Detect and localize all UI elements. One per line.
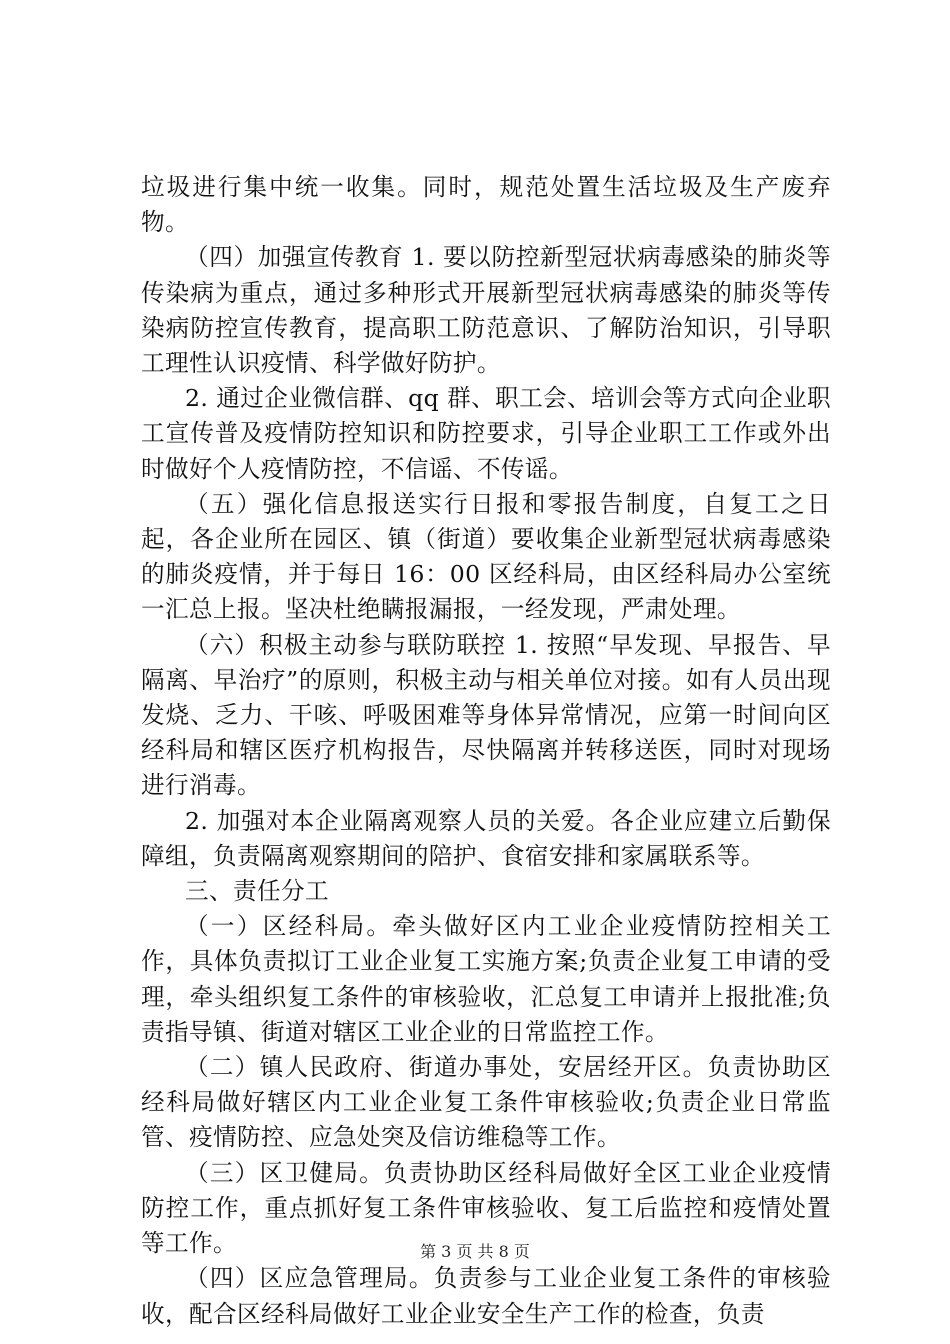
paragraph-2: （四）加强宣传教育 1. 要以防控新型冠状病毒感染的肺炎等传染病为重点，通过多种形式开展新型冠状病毒感染的肺炎等传染病防控宣传教育，提高职工防范意识、了解防治知识，引导职工理性认识疫情、科学做好防护。 bbox=[141, 243, 831, 378]
paragraph-9: （二）镇人民政府、街道办事处，安居经开区。负责协助区经科局做好辖区内工业企业复工条件审核验收;负责企业日常监管、疫情防控、应急处突及信访维稳等工作。 bbox=[141, 1053, 831, 1152]
document-body bbox=[141, 170, 831, 1332]
paragraph-10: （三）区卫健局。负责协助区经科局做好全区工业企业疫情防控工作，重点抓好复工条件审核验收、复工后监控和疫情处置等工作。 bbox=[141, 1158, 831, 1258]
paragraph-4: （五）强化信息报送实行日报和零报告制度，自复工之日起，各企业所在园区、镇（街道）要收集企业新型冠状病毒感染的肺炎疫情，并于每日 16：00 区经科局，由区经科局办公室统一汇总上报。坚决杜绝瞒报漏报，一经发现，严肃处理。 bbox=[141, 489, 831, 624]
paragraph-5: （六）积极主动参与联防联控 1. 按照“早发现、早报告、早隔离、早治疗”的原则，积极主动与相关单位对接。如有人员出现发烧、乏力、干咳、呼吸困难等身体异常情况，应第一时间向区经科局和辖区医疗机构报告，尽快隔离并转移送医，同时对现场进行消毒。 bbox=[141, 630, 831, 800]
paragraph-6: 2. 加强对本企业隔离观察人员的关爱。各企业应建立后勤保障组，负责隔离观察期间的陪护、食宿安排和家属联系等。 bbox=[141, 806, 831, 870]
section-heading: 三、责任分工 bbox=[185, 877, 329, 906]
paragraph-3: 2. 通过企业微信群、qq 群、职工会、培训会等方式向企业职工宣传普及疫情防控知识和防控要求，引导企业职工工作或外出时做好个人疫情防控，不信谣、不传谣。 bbox=[141, 384, 831, 483]
paragraph-8: （一）区经科局。牵头做好区内工业企业疫情防控相关工作，具体负责拟订工业企业复工实施方案;负责企业复工申请的受理，牵头组织复工条件的审核验收，汇总复工申请并上报批准;负责指导镇、街道对辖区工业企业的日常监控工作。 bbox=[141, 912, 831, 1046]
page-footer: 第 3 页 共 8 页 bbox=[420, 1242, 530, 1261]
paragraph-11: （四）区应急管理局。负责参与工业企业复工条件的审核验收，配合区经科局做好工业企业安全生产工作的检查，负责 bbox=[141, 1264, 831, 1328]
paragraph-1: 垃圾进行集中统一收集。同时，规范处置生活垃圾及生产废弃物。 bbox=[141, 173, 831, 237]
